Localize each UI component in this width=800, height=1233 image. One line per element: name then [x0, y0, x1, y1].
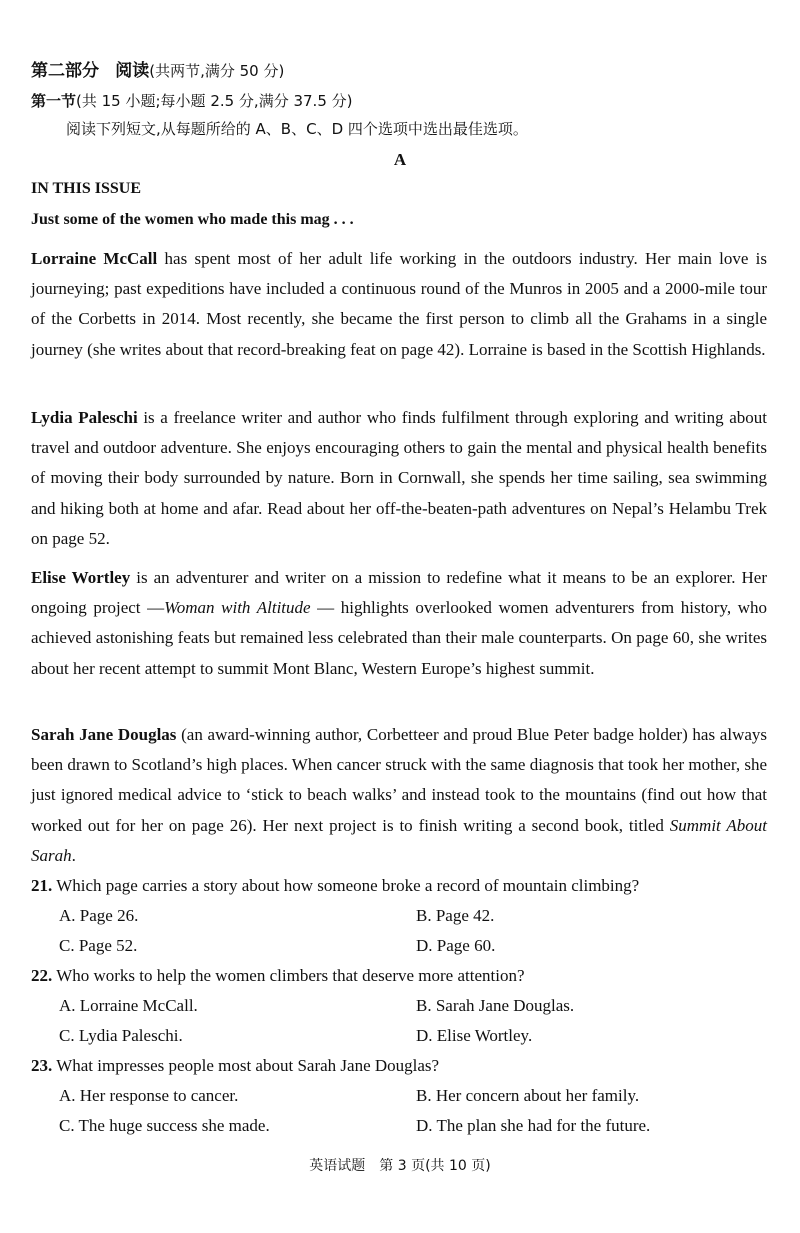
paragraph-text: has spent most of her adult life working in the outdoors industry. Her main love is journeying; past expeditions have included a continuous round of the Munros in 2005 and a 2000-mile tour of the Corbetts in 2014. Most recently, she became the first person to climb all the Grahams in a single journey (she writes about that record-breaking feat on page 42). Lorraine is based in the Scottish Highlands. — [31, 249, 767, 359]
section-note: (共 15 小题;每小题 2.5 分,满分 37.5 分) — [76, 92, 353, 110]
part-name: 阅读 — [115, 61, 150, 81]
paragraph-lydia-paleschi — [31, 403, 767, 554]
person-name: Elise Wortley — [31, 568, 131, 587]
instruction: 阅读下列短文,从每题所给的 A、B、C、D 四个选项中选出最佳选项。 — [66, 120, 528, 138]
paragraph-elise-wortley — [31, 563, 767, 684]
part-note: (共两节,满分 50 分) — [149, 62, 285, 80]
question-21 — [31, 875, 639, 897]
question-23 — [31, 1055, 439, 1077]
option-23-b[interactable]: B. Her concern about her family. — [416, 1086, 640, 1105]
paragraph-text: — highlights overlooked women adventurers from history, who achieved astonishing feats but remained less celebrated than their male counterparts. On page 60, she writes about her recent attempt to summit Mont Blanc, Western Europe’s highest summit. — [31, 598, 767, 678]
paragraph-lorraine-mccall — [31, 244, 767, 365]
option-22-a[interactable]: A. Lorraine McCall. — [59, 996, 198, 1015]
part-heading — [31, 60, 284, 82]
option-22-d[interactable]: D. Elise Wortley. — [416, 1026, 533, 1045]
paragraph-text: is a freelance writer and author who finds fulfilment through exploring and writing about travel and outdoor adventure. She enjoys encouraging others to gain the mental and physical health benefits of moving their body surrounded by nature. Born in Cornwall, she spends her time sailing, sea swimming and hiking both at home and afar. Read about her off-the-beaten-path adventures on Nepal’s Helambu Trek on page 52. — [31, 408, 767, 548]
option-21-b[interactable]: B. Page 42. — [416, 906, 495, 925]
option-22-b[interactable]: B. Sarah Jane Douglas. — [416, 996, 575, 1015]
project-title: Woman with Altitude — [164, 598, 311, 618]
part-title: 第二部分 — [31, 61, 99, 81]
person-name: Lorraine McCall — [31, 249, 158, 268]
option-21-a[interactable]: A. Page 26. — [59, 906, 139, 925]
page-footer: 英语试题 第 3 页(共 10 页) — [309, 1158, 491, 1174]
person-name: Lydia Paleschi — [31, 408, 138, 427]
option-23-a[interactable]: A. Her response to cancer. — [59, 1086, 239, 1105]
paragraph-text: (an award-winning author, Corbetteer and proud Blue Peter badge holder) has always been drawn to Scotland’s high places. When cancer struck with the same diagnosis that took her mother, she just ignored medical advice to ‘stick to beach walks’ and instead took to the mountains (find out how that worked out for her on page 26). Her next project is to finish writing a second book, titled — [31, 725, 768, 835]
section-title: 第一节 — [31, 92, 77, 110]
person-name: Sarah Jane Douglas — [31, 725, 177, 744]
question-text: Which page carries a story about how someone broke a record of mountain climbing? — [52, 876, 640, 895]
passage-subtitle: Just some of the women who made this mag . . . — [31, 211, 354, 228]
option-23-d[interactable]: D. The plan she had for the future. — [416, 1116, 651, 1135]
section-heading — [31, 90, 353, 112]
option-23-c[interactable]: C. The huge success she made. — [59, 1116, 270, 1135]
option-21-c[interactable]: C. Page 52. — [59, 936, 138, 955]
question-number: 22. — [31, 966, 53, 985]
paragraph-text: . — [71, 845, 76, 865]
question-number: 21. — [31, 876, 53, 895]
option-21-d[interactable]: D. Page 60. — [416, 936, 496, 955]
book-title: Summit About Sarah — [31, 815, 767, 865]
question-text: What impresses people most about Sarah Jane Douglas? — [52, 1056, 440, 1075]
question-22 — [31, 965, 525, 987]
question-number: 23. — [31, 1056, 53, 1075]
paragraph-sarah-jane-douglas — [31, 720, 767, 871]
passage-title: IN THIS ISSUE — [31, 180, 141, 197]
passage-letter: A — [393, 150, 407, 169]
question-text: Who works to help the women climbers that deserve more attention? — [52, 966, 525, 985]
option-22-c[interactable]: C. Lydia Paleschi. — [59, 1026, 183, 1045]
paragraph-text: is an adventurer and writer on a mission to redefine what it means to be an explorer. Her ongoing project — — [31, 568, 767, 618]
